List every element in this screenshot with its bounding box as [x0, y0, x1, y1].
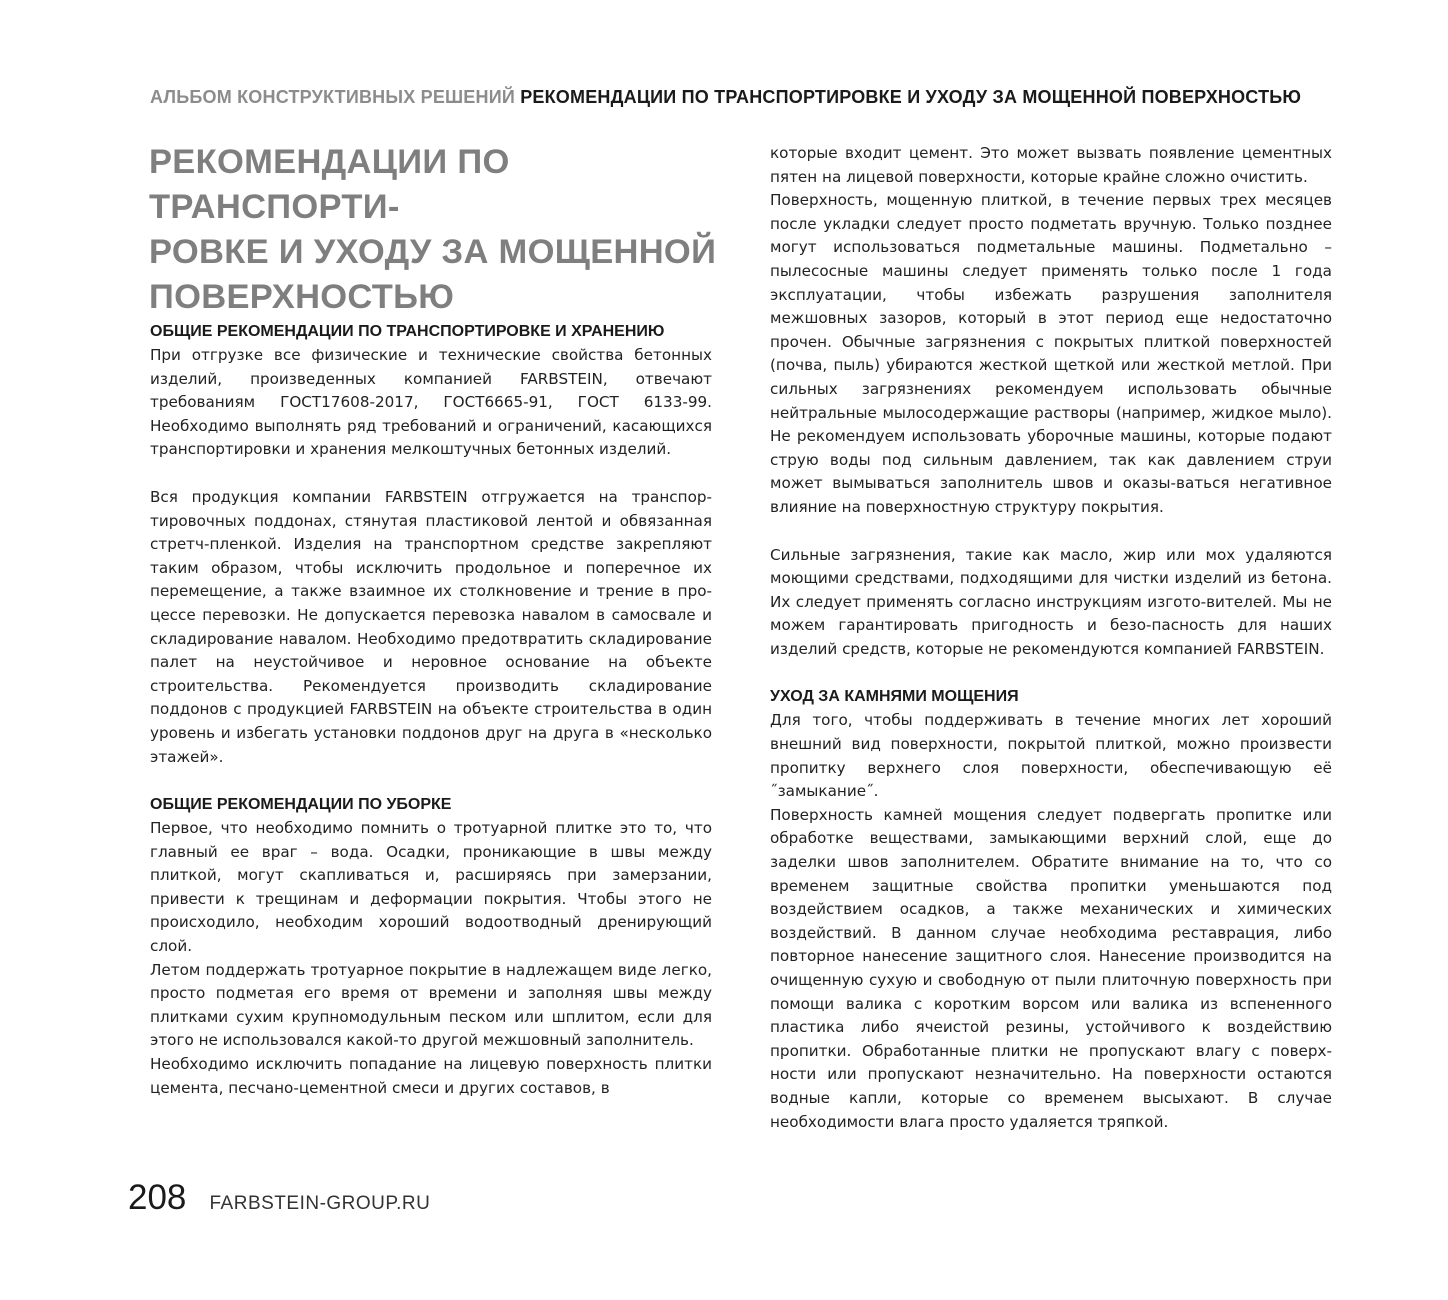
- left-column: [150, 320, 712, 1100]
- right-column: [770, 142, 1332, 1134]
- paragraph: Вся продукция компании FARBSTEIN отгружается на транспор-тировочных поддонах, стянутая пластиковой лентой и обвязанная стретч-пленкой. Изделия на транспортном средстве закрепляют таким образом, чтобы исключить продольное и поперечное их перемещение, а также взаимное их столкновение и трение в про-цессе перевозки. Не допускается перевозка навалом в самосвале и складирование навалом. Необходимо предотвратить складирование палет на неустойчивое и неровное основание на объекте строительства. Рекомендуется производить складирование поддонов с продукцией FARBSTEIN на объекте строительства в один уровень и избегать установки поддонов друг на друга в «несколько этажей».: [150, 487, 712, 766]
- paragraph: Летом поддержать тротуарное покрытие в надлежащем виде легко, просто подметая его время от времени и заполняя швы между плитками сухим крупномодульным песком или шплитом, если для этого не использовался какой-то другой межшовный заполнитель.: [150, 960, 712, 1050]
- running-header: [150, 87, 1300, 108]
- paragraph: Для того, чтобы поддерживать в течение многих лет хороший внешний вид поверхности, покрытой плиткой, можно произвести пропитку верхнего слоя поверхности, обеспечивающую её ˝замыкание˝.: [770, 711, 1332, 801]
- page-footer: [128, 1178, 430, 1218]
- paragraph: Первое, что необходимо помнить о тротуарной плитке это то, что главный ее враг – вода. Осадки, проникающие в швы между плиткой, могут скапливаться и, расширяясь при замерзании, привести к трещинам и деформации покрытия. Чтобы этого не происходило, необходим хороший водоотводный дренирующий слой.: [150, 819, 712, 956]
- page-title-line: ПОВЕРХНОСТЬЮ: [149, 278, 455, 316]
- paragraph: Поверхность, мощенную плиткой, в течение первых трех месяцев после укладки следует просто подметать вручную. Только позднее могут использоваться подметальные машины. Подметально – пылесосные машины следует применять только после 1 года эксплуатации, чтобы избежать разрушения заполнителя межшовных зазоров, который в этот период еще недостаточно прочен. Обычные загрязнения с покрытых плиткой поверхностей (почва, пыль) убираются жесткой щеткой или жесткой метлой. При сильных загрязнениях рекомендуем использовать обычные нейтральные мылосодержащие растворы (например, жидкое мыло). Не рекомендуем использовать уборочные машины, которые подают струю воды под сильным давлением, так как давлением струи может вымываться заполнитель швов и оказы-ваться негативное влияние на поверхностную структуру покрытия.: [770, 191, 1332, 516]
- page-title-line: РЕКОМЕНДАЦИИ ПО ТРАНСПОРТИ-: [149, 143, 510, 226]
- paragraph: При отгрузке все физические и технические свойства бетонных изделий, произведенных компанией FARBSTEIN, отвечают требованиям ГОСТ17608-2017, ГОСТ6665-91, ГОСТ 6133-99. Необходимо выполнять ряд требований и ограничений, касающихся транспортировки и хранения мелкоштучных бетонных изделий.: [150, 346, 712, 459]
- album-label: АЛЬБОМ КОНСТРУКТИВНЫХ РЕШЕНИЙ: [150, 87, 515, 107]
- paragraph: Необходимо исключить попадание на лицевую поверхность плитки цемента, песчано-цементной смеси и других составов, в: [150, 1055, 712, 1097]
- paragraph: Поверхность камней мощения следует подвергать пропитке или обработке веществами, замыкающими верхний слой, еще до заделки швов заполнителем. Обратите внимание на то, что со временем защитные свойства пропитки уменьшаются под воздействием осадков, а также механических и химических воздействий. В данном случае необходима реставрация, либо повторное нанесение защитного слоя. Нанесение производится на очищенную сухую и свободную от пыли плиточную поверхность при помощи валика с коротким ворсом или валика из вспененного пластика либо ячеистой резины, устойчивого к воздействию пропитки. Обработанные плитки не пропускают влагу с поверх-ности или пропускают незначительно. На поверхности остаются водные капли, которые со временем высыхают. В случае необходимости влага просто удаляется тряпкой.: [770, 805, 1332, 1131]
- page-number: 208: [128, 1178, 187, 1217]
- paragraph: Сильные загрязнения, такие как масло, жир или мох удаляются моющими средствами, подходящими для чистки изделий из бетона. Их следует применять согласно инструкциям изгото-вителей. Мы не можем гарантировать пригодность и безо-пасность для наших изделий средств, которые не рекомендуются компанией FARBSTEIN.: [770, 545, 1332, 658]
- heading-transport-storage: ОБЩИЕ РЕКОМЕНДАЦИИ ПО ТРАНСПОРТИРОВКЕ И ХРАНЕНИЮ: [150, 323, 665, 340]
- page-title: [149, 140, 729, 320]
- paragraph: которые входит цемент. Это может вызвать появление цементных пятен на лицевой поверхности, которые крайне сложно очистить.: [770, 144, 1332, 186]
- page-title-line: РОВКЕ И УХОДУ ЗА МОЩЕННОЙ: [149, 233, 717, 271]
- website-link[interactable]: FARBSTEIN-GROUP.RU: [209, 1193, 431, 1214]
- heading-cleaning: ОБЩИЕ РЕКОМЕНДАЦИИ ПО УБОРКЕ: [150, 796, 452, 814]
- heading-paving-care: УХОД ЗА КАМНЯМИ МОЩЕНИЯ: [770, 688, 1019, 706]
- section-label: РЕКОМЕНДАЦИИ ПО ТРАНСПОРТИРОВКЕ И УХОДУ ЗА МОЩЕННОЙ ПОВЕРХНОСТЬЮ: [520, 87, 1302, 107]
